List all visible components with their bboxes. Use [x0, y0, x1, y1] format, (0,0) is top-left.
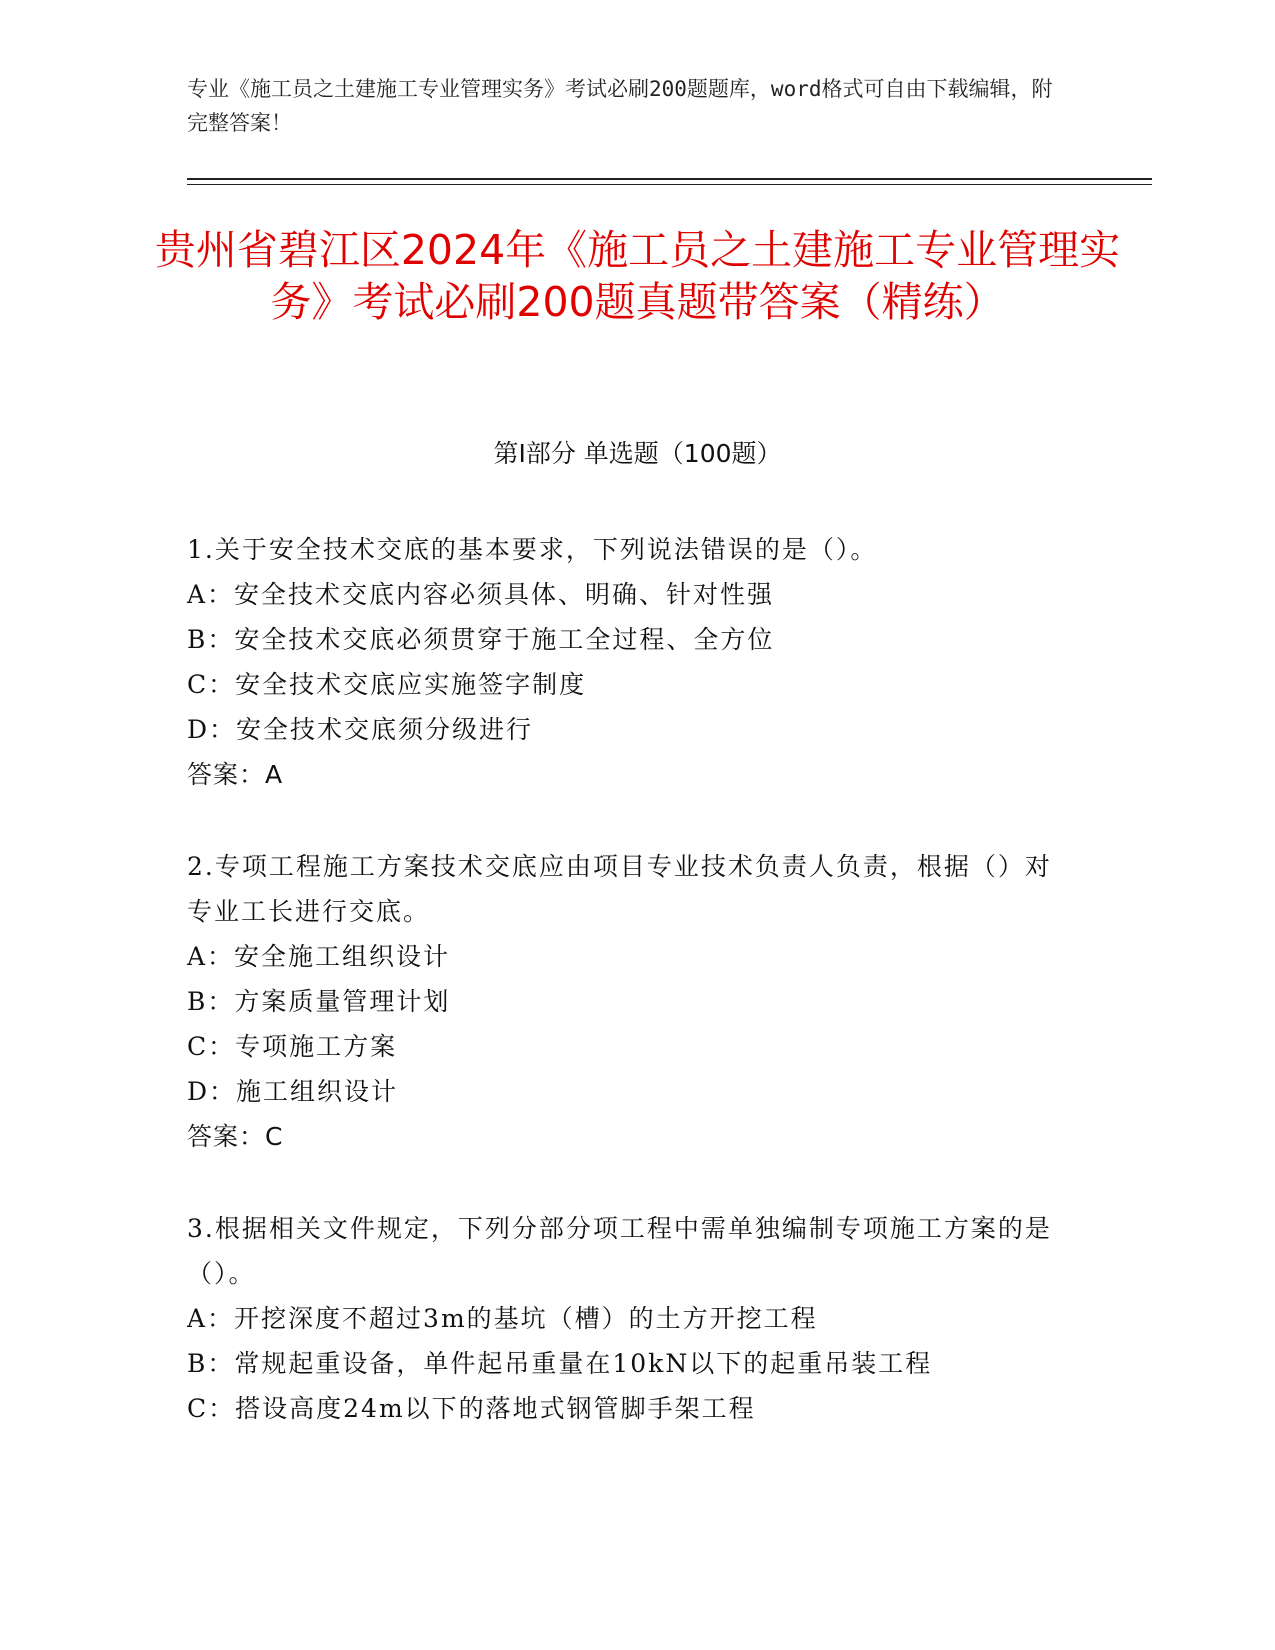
question-stem: 1.关于安全技术交底的基本要求，下列说法错误的是（）。 — [187, 535, 878, 564]
question-2 — [187, 844, 1067, 1159]
question-stem: 3.根据相关文件规定，下列分部分项工程中需单独编制专项施工方案的是（）。 — [187, 1214, 1052, 1288]
document-title: 贵州省碧江区2024年《施工员之土建施工专业管理实务》考试必刷200题真题带答案（精练） — [154, 226, 1121, 326]
header-divider-thick — [187, 178, 1152, 180]
option-a: A：安全施工组织设计 — [187, 942, 451, 971]
option-a: A：开挖深度不超过3m的基坑（槽）的土方开挖工程 — [187, 1304, 818, 1333]
header-divider-thin — [187, 184, 1152, 185]
option-b: B：方案质量管理计划 — [187, 987, 451, 1016]
answer-line: 答案：C — [187, 1122, 284, 1151]
option-c: C：专项施工方案 — [187, 1032, 398, 1061]
option-d: D：安全技术交底须分级进行 — [187, 715, 534, 744]
section-heading: 第I部分 单选题（100题） — [493, 439, 782, 468]
option-a: A：安全技术交底内容必须具体、明确、针对性强 — [187, 580, 775, 609]
option-b: B：安全技术交底必须贯穿于施工全过程、全方位 — [187, 625, 775, 654]
answer-line: 答案：A — [187, 760, 284, 789]
option-d: D：施工组织设计 — [187, 1077, 399, 1106]
option-c: C：搭设高度24m以下的落地式钢管脚手架工程 — [187, 1394, 756, 1423]
question-3 — [187, 1206, 1067, 1431]
header-note: 专业《施工员之土建施工专业管理实务》考试必刷200题题库，word格式可自由下载编辑，附完整答案！ — [187, 77, 1053, 135]
question-1 — [187, 527, 1067, 797]
question-stem: 2.专项工程施工方案技术交底应由项目专业技术负责人负责，根据（）对专业工长进行交底。 — [187, 852, 1052, 926]
option-c: C：安全技术交底应实施签字制度 — [187, 670, 587, 699]
option-b: B：常规起重设备，单件起吊重量在10kN以下的起重吊装工程 — [187, 1349, 933, 1378]
